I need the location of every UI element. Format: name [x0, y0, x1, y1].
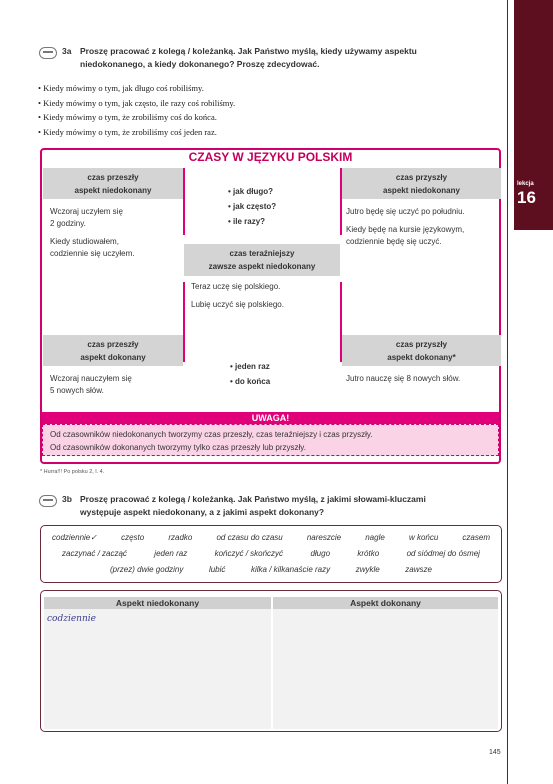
keyword: zawsze: [405, 565, 432, 574]
speech-icon: [39, 495, 57, 507]
keyword-row: [48, 562, 494, 578]
future-imperfective-examples: [346, 206, 465, 248]
keyword: od siódmej do ósmej: [406, 549, 480, 558]
keyword: czasem: [462, 533, 490, 542]
past-perfective-examples: [50, 373, 132, 397]
lesson-label: lekcja: [517, 181, 534, 187]
header-line: zawsze aspekt niedokonany: [208, 262, 316, 271]
footnote: * Hurra!!! Po polsku 2, l. 4.: [40, 469, 105, 475]
column-separator: [183, 168, 185, 235]
future-perfective-examples: [346, 373, 460, 385]
future-imperfective-header: [342, 168, 501, 199]
lesson-number: 16: [517, 188, 536, 207]
present-tense-header: [184, 244, 340, 276]
header-line: aspekt niedokonany: [383, 185, 460, 195]
exercise-3b-instruction-line1: Proszę pracować z kolegą / koleżanką. Jak Państwo myślą, z jakimi słowami-kluczami: [80, 494, 426, 504]
header-line: czas przeszły: [87, 339, 139, 349]
keyword: (przez) dwie godziny: [110, 565, 184, 574]
bullet-item: • Kiedy mówimy o tym, że zrobiliśmy coś jeden raz.: [38, 126, 217, 137]
imperfective-questions: [228, 184, 276, 229]
question: • jak często?: [228, 202, 277, 211]
header-line: aspekt dokonany*: [387, 352, 456, 362]
exercise-3a-bullet-list: [38, 81, 235, 139]
exercise-id-3b: 3b: [62, 494, 72, 504]
header-line: czas teraźniejszy: [229, 249, 295, 258]
example-line: Lubię uczyć się polskiego.: [191, 300, 284, 309]
past-perfective-header: [43, 335, 183, 366]
header-line: czas przyszły: [395, 339, 448, 349]
keyword: lubić: [208, 565, 226, 574]
header-line: czas przeszły: [87, 172, 139, 182]
keyword: nareszcie: [306, 533, 342, 542]
keyword: długo: [310, 549, 331, 558]
example-line: codziennie się uczyłem.: [50, 249, 135, 258]
example-line: Kiedy będę na kursie językowym,: [346, 225, 465, 234]
note-line: Od czasowników dokonanych tworzymy tylko czas przeszły lub przyszły.: [50, 443, 306, 452]
example-line: Kiedy studiowałem,: [50, 237, 119, 246]
exercise-3a-instruction-line1: Proszę pracować z kolegą / koleżanką. Jak Państwo myślą, kiedy używamy aspektu: [80, 46, 417, 56]
note-title: UWAGA!: [42, 412, 499, 424]
future-perfective-header: [342, 335, 501, 366]
example-line: Wczoraj nauczyłem się: [50, 374, 132, 383]
perfective-column-header: Aspekt dokonany: [273, 597, 498, 609]
question: • jak długo?: [228, 187, 274, 196]
header-line: aspekt niedokonany: [74, 185, 152, 195]
example-line: 2 godziny.: [50, 219, 86, 228]
past-imperfective-header: [43, 168, 183, 199]
page-edge-line: [507, 0, 508, 784]
keyword: krótko: [357, 549, 380, 558]
keyword: od czasu do czasu: [216, 533, 283, 542]
page-number: 145: [489, 749, 501, 756]
keyword: zwykle: [355, 565, 380, 574]
keyword-row: [48, 546, 494, 562]
perfective-column[interactable]: [273, 597, 498, 729]
imperfective-column-header: Aspekt niedokonany: [44, 597, 271, 609]
marker: • jeden raz: [230, 362, 270, 371]
exercise-3b-instruction-line2: występuje aspekt niedokonany, a z jakimi aspekt dokonany?: [80, 507, 325, 517]
example-line: Teraz uczę się polskiego.: [191, 282, 281, 291]
keyword: często: [121, 533, 145, 542]
header-line: aspekt dokonany: [80, 352, 146, 362]
column-separator: [183, 282, 185, 362]
speech-icon: [39, 47, 57, 59]
example-line: codziennie będę się uczyć.: [346, 237, 442, 246]
keyword: kończyć / skończyć: [214, 549, 284, 558]
keyword-list: [48, 530, 494, 578]
example-line: Jutro będę się uczyć po południu.: [346, 207, 465, 216]
example-line: 5 nowych słów.: [50, 386, 104, 395]
tenses-title: CZASY W JĘZYKU POLSKIM: [188, 150, 353, 164]
question: • ile razy?: [228, 217, 266, 226]
present-tense-examples: [191, 281, 284, 311]
bullet-item: • Kiedy mówimy o tym, że zrobiliśmy coś do końca.: [38, 112, 217, 122]
handwritten-answer: codziennie: [47, 614, 96, 624]
example-line: Wczoraj uczyłem się: [50, 207, 123, 216]
bullet-item: • Kiedy mówimy o tym, jak długo coś robiliśmy.: [38, 83, 204, 93]
keyword: jeden raz: [154, 549, 188, 558]
keyword: nagle: [365, 533, 385, 542]
keyword: codziennie✓: [52, 533, 97, 542]
keyword: w końcu: [408, 533, 439, 542]
note-text: [50, 428, 372, 454]
past-imperfective-examples: [50, 206, 134, 260]
keyword: kilka / kilkanaście razy: [250, 565, 331, 574]
perfective-markers: [230, 359, 270, 389]
keyword: zaczynać / zacząć: [62, 549, 127, 558]
exercise-3a-instruction-line2: niedokonanego, a kiedy dokonanego? Proszę zdecydować.: [80, 59, 320, 69]
exercise-id-3a: 3a: [62, 46, 72, 56]
header-line: czas przyszły: [395, 172, 448, 182]
keyword-row: [48, 530, 494, 546]
example-line: Jutro nauczę się 8 nowych słów.: [346, 374, 461, 383]
marker: • do końca: [230, 377, 271, 386]
keyword: rzadko: [168, 533, 193, 542]
note-line: Od czasowników niedokonanych tworzymy czas przeszły, czas teraźniejszy i czas przyszły.: [50, 430, 373, 439]
bullet-item: • Kiedy mówimy o tym, jak często, ile razy coś robiliśmy.: [38, 97, 236, 108]
